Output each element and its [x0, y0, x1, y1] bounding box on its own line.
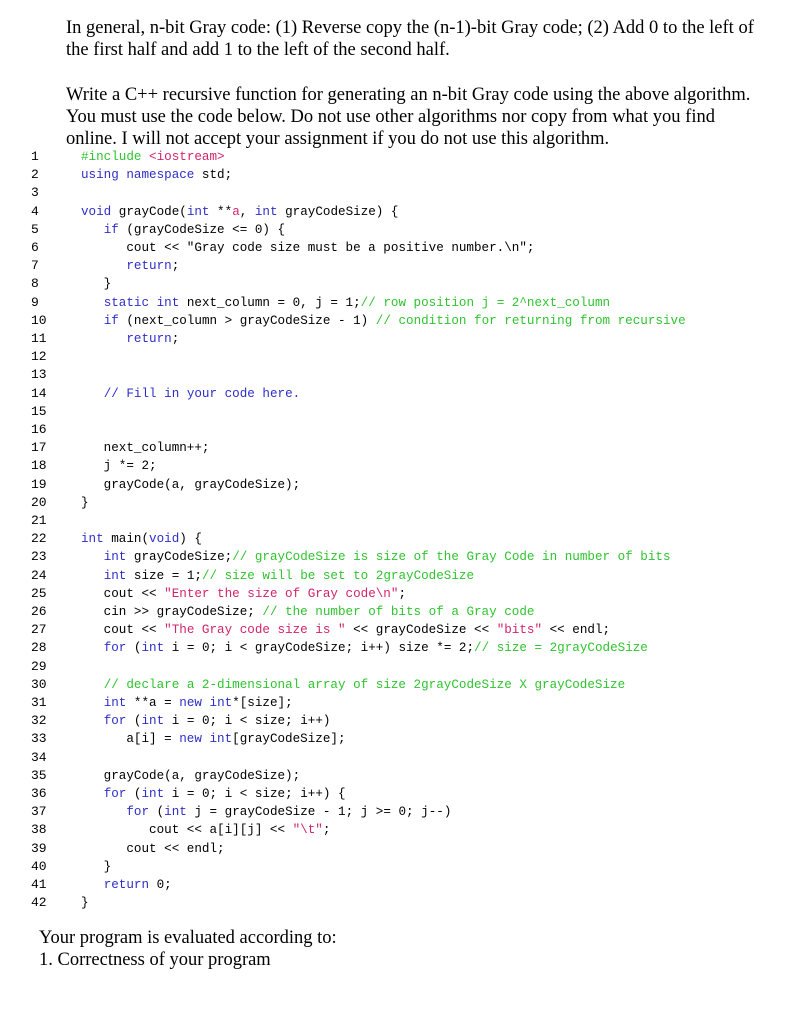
code-line: for (int i = 0; i < grayCodeSize; i++) size *= 2;// size = 2grayCodeSize: [103, 641, 648, 656]
line-number: 17: [31, 440, 47, 456]
code-line: for (int i = 0; i < size; i++) {: [103, 787, 346, 801]
line-number: 26: [31, 604, 47, 619]
code-line: grayCode(a, grayCodeSize);: [81, 477, 301, 492]
line-number: 18: [31, 458, 47, 474]
line-number: 33: [31, 731, 47, 747]
line-number: 40: [31, 858, 47, 874]
task-line-1: Write a C++ recursive function for generating an n-bit Gray code using the above algorithm.: [66, 85, 751, 105]
task-line-2: You must use the code below. Do not use other algorithms nor copy from what you find: [66, 107, 715, 127]
intro-line-2: the first half and add 1 to the left of the second half.: [66, 40, 450, 60]
code-line: j *= 2;: [81, 459, 157, 474]
code-line: grayCode(a, grayCodeSize);: [81, 768, 301, 783]
line-number: 12: [31, 349, 47, 365]
code-line: void grayCode(int **a, int grayCodeSize) {: [81, 204, 399, 219]
footer-line-1: Your program is evaluated according to:: [39, 928, 337, 948]
line-number: 38: [31, 822, 47, 838]
line-number: 11: [31, 331, 47, 346]
code-line: cout << "Enter the size of Gray code\n";: [81, 586, 406, 601]
line-number: 36: [31, 786, 47, 801]
line-number: 28: [31, 640, 47, 656]
code-line: #include <iostream>: [81, 150, 225, 164]
line-number: 10: [31, 312, 47, 328]
task-line-3: online. I will not accept your assignment if you do not use this algorithm.: [66, 129, 610, 149]
code-line: }: [81, 277, 112, 292]
code-line: if (grayCodeSize <= 0) {: [103, 222, 286, 237]
code-line: return;: [126, 332, 180, 346]
code-line: cout << "The Gray code size is " << grayCodeSize << "bits" << endl;: [81, 623, 611, 638]
code-line: }: [81, 495, 89, 510]
line-number: 23: [31, 549, 47, 565]
line-number: 8: [31, 276, 39, 292]
code-line: return 0;: [103, 878, 172, 892]
line-number: 1: [31, 149, 39, 164]
code-line: cout << endl;: [81, 841, 225, 856]
code-line: using namespace std;: [81, 168, 233, 183]
line-number: 29: [31, 658, 47, 674]
line-number: 7: [31, 258, 39, 274]
line-number: 32: [31, 713, 47, 729]
code-line: }: [81, 896, 89, 911]
code-line: a[i] = new int[grayCodeSize];: [81, 732, 346, 747]
line-number: 22: [31, 531, 47, 547]
line-number: 3: [31, 185, 39, 201]
line-number: 9: [31, 294, 39, 310]
code-line: next_column++;: [81, 441, 210, 456]
line-number: 15: [31, 403, 47, 419]
code-line: for (int j = grayCodeSize - 1; j >= 0; j--): [126, 805, 452, 820]
line-number: 35: [31, 767, 47, 783]
line-number: 19: [31, 476, 47, 492]
line-number: 41: [31, 877, 47, 892]
code-line: if (next_column > grayCodeSize - 1) // condition for returning from recursive: [103, 313, 686, 328]
code-line: // Fill in your code here.: [103, 386, 301, 401]
code-line: int main(void) {: [81, 532, 202, 547]
line-number: 20: [31, 494, 47, 510]
code-line: return;: [126, 259, 180, 274]
line-number: 39: [31, 840, 47, 856]
line-number: 24: [31, 567, 47, 583]
line-number: 37: [31, 804, 47, 820]
line-number: 42: [31, 895, 47, 911]
code-line: static int next_column = 0, j = 1;// row position j = 2^next_column: [103, 295, 611, 310]
code-line: cin >> grayCodeSize; // the number of bits of a Gray code: [81, 605, 535, 619]
line-number: 4: [31, 203, 39, 219]
line-number: 5: [31, 221, 39, 237]
code-line: cout << "Gray code size must be a positive number.\n";: [81, 241, 535, 255]
line-number: 34: [31, 749, 47, 765]
footer-line-2: 1. Correctness of your program: [39, 950, 271, 970]
code-line: }: [81, 859, 112, 874]
code-line: int grayCodeSize;// grayCodeSize is size of the Gray Code in number of bits: [103, 550, 671, 565]
line-number: 30: [31, 676, 47, 692]
line-number: 14: [31, 385, 47, 401]
code-line: // declare a 2-dimensional array of size 2grayCodeSize X grayCodeSize: [103, 677, 626, 692]
line-number: 2: [31, 167, 39, 183]
code-line: int size = 1;// size will be set to 2grayCodeSize: [103, 568, 475, 583]
line-number: 6: [31, 240, 39, 255]
line-number: 16: [31, 422, 47, 437]
line-number: 25: [31, 585, 47, 601]
code-line: int **a = new int*[size];: [103, 696, 293, 710]
line-number: 13: [31, 367, 47, 383]
line-number: 31: [31, 695, 47, 710]
intro-line-1: In general, n-bit Gray code: (1) Reverse copy the (n-1)-bit Gray code; (2) Add 0 to the left of: [66, 18, 754, 38]
code-line: cout << a[i][j] << "\t";: [81, 823, 331, 838]
line-number: 21: [31, 513, 47, 528]
code-line: for (int i = 0; i < size; i++): [103, 714, 331, 729]
line-number: 27: [31, 622, 47, 638]
